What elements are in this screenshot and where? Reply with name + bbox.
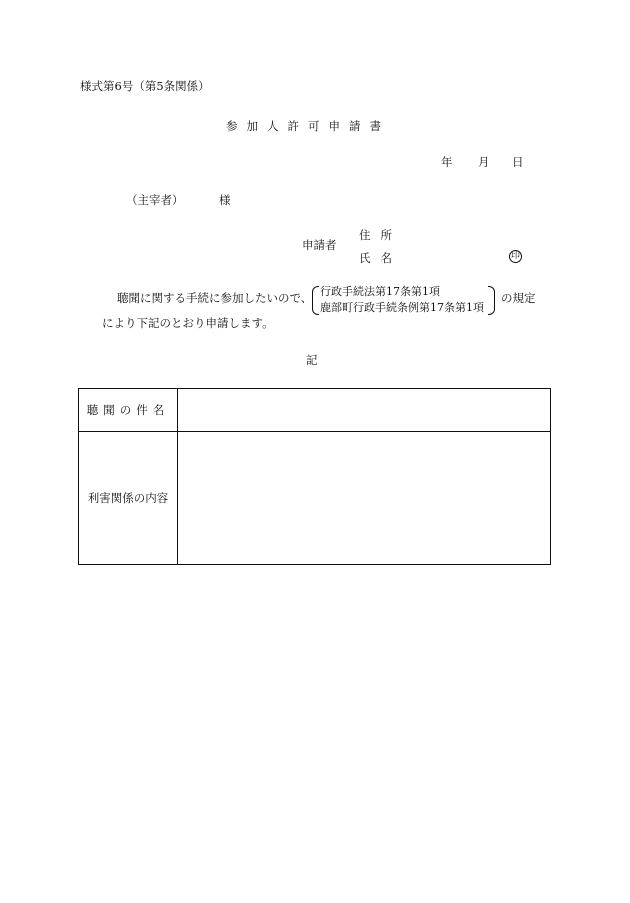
body-text-prefix: 聴聞に関する手続に参加したいので、 xyxy=(117,291,313,305)
date-year-label: 年 xyxy=(441,155,453,169)
applicant-label: 申請者 xyxy=(302,238,337,252)
seal-icon: 印 xyxy=(510,251,520,261)
body-text-line2: により下記のとおり申請します。 xyxy=(102,316,274,330)
interest-details-field[interactable] xyxy=(178,432,550,564)
name-label: 氏名 xyxy=(359,251,402,265)
body-text-suffix: の規定 xyxy=(501,291,536,305)
date-day-label: 日 xyxy=(512,155,524,169)
record-heading: 記 xyxy=(306,353,318,367)
application-details-table xyxy=(78,388,551,565)
law-option-town: 鹿部町行政手続条例第17条第1項 xyxy=(320,301,484,314)
interest-details-label: 利害関係の内容 xyxy=(87,491,169,505)
left-bracket xyxy=(312,286,319,315)
form-number: 様式第6号（第5条関係） xyxy=(80,79,210,93)
honorific: 様 xyxy=(219,193,231,207)
right-bracket xyxy=(488,286,495,315)
law-option-national: 行政手続法第17条第1項 xyxy=(320,285,440,298)
document-title: 参加人許可申請書 xyxy=(226,119,390,133)
address-label: 住所 xyxy=(359,228,402,242)
organizer-label: （主宰者） xyxy=(126,193,184,207)
date-month-label: 月 xyxy=(478,155,490,169)
hearing-subject-label: 聴聞の件名 xyxy=(86,403,170,417)
hearing-subject-field[interactable] xyxy=(178,389,550,431)
